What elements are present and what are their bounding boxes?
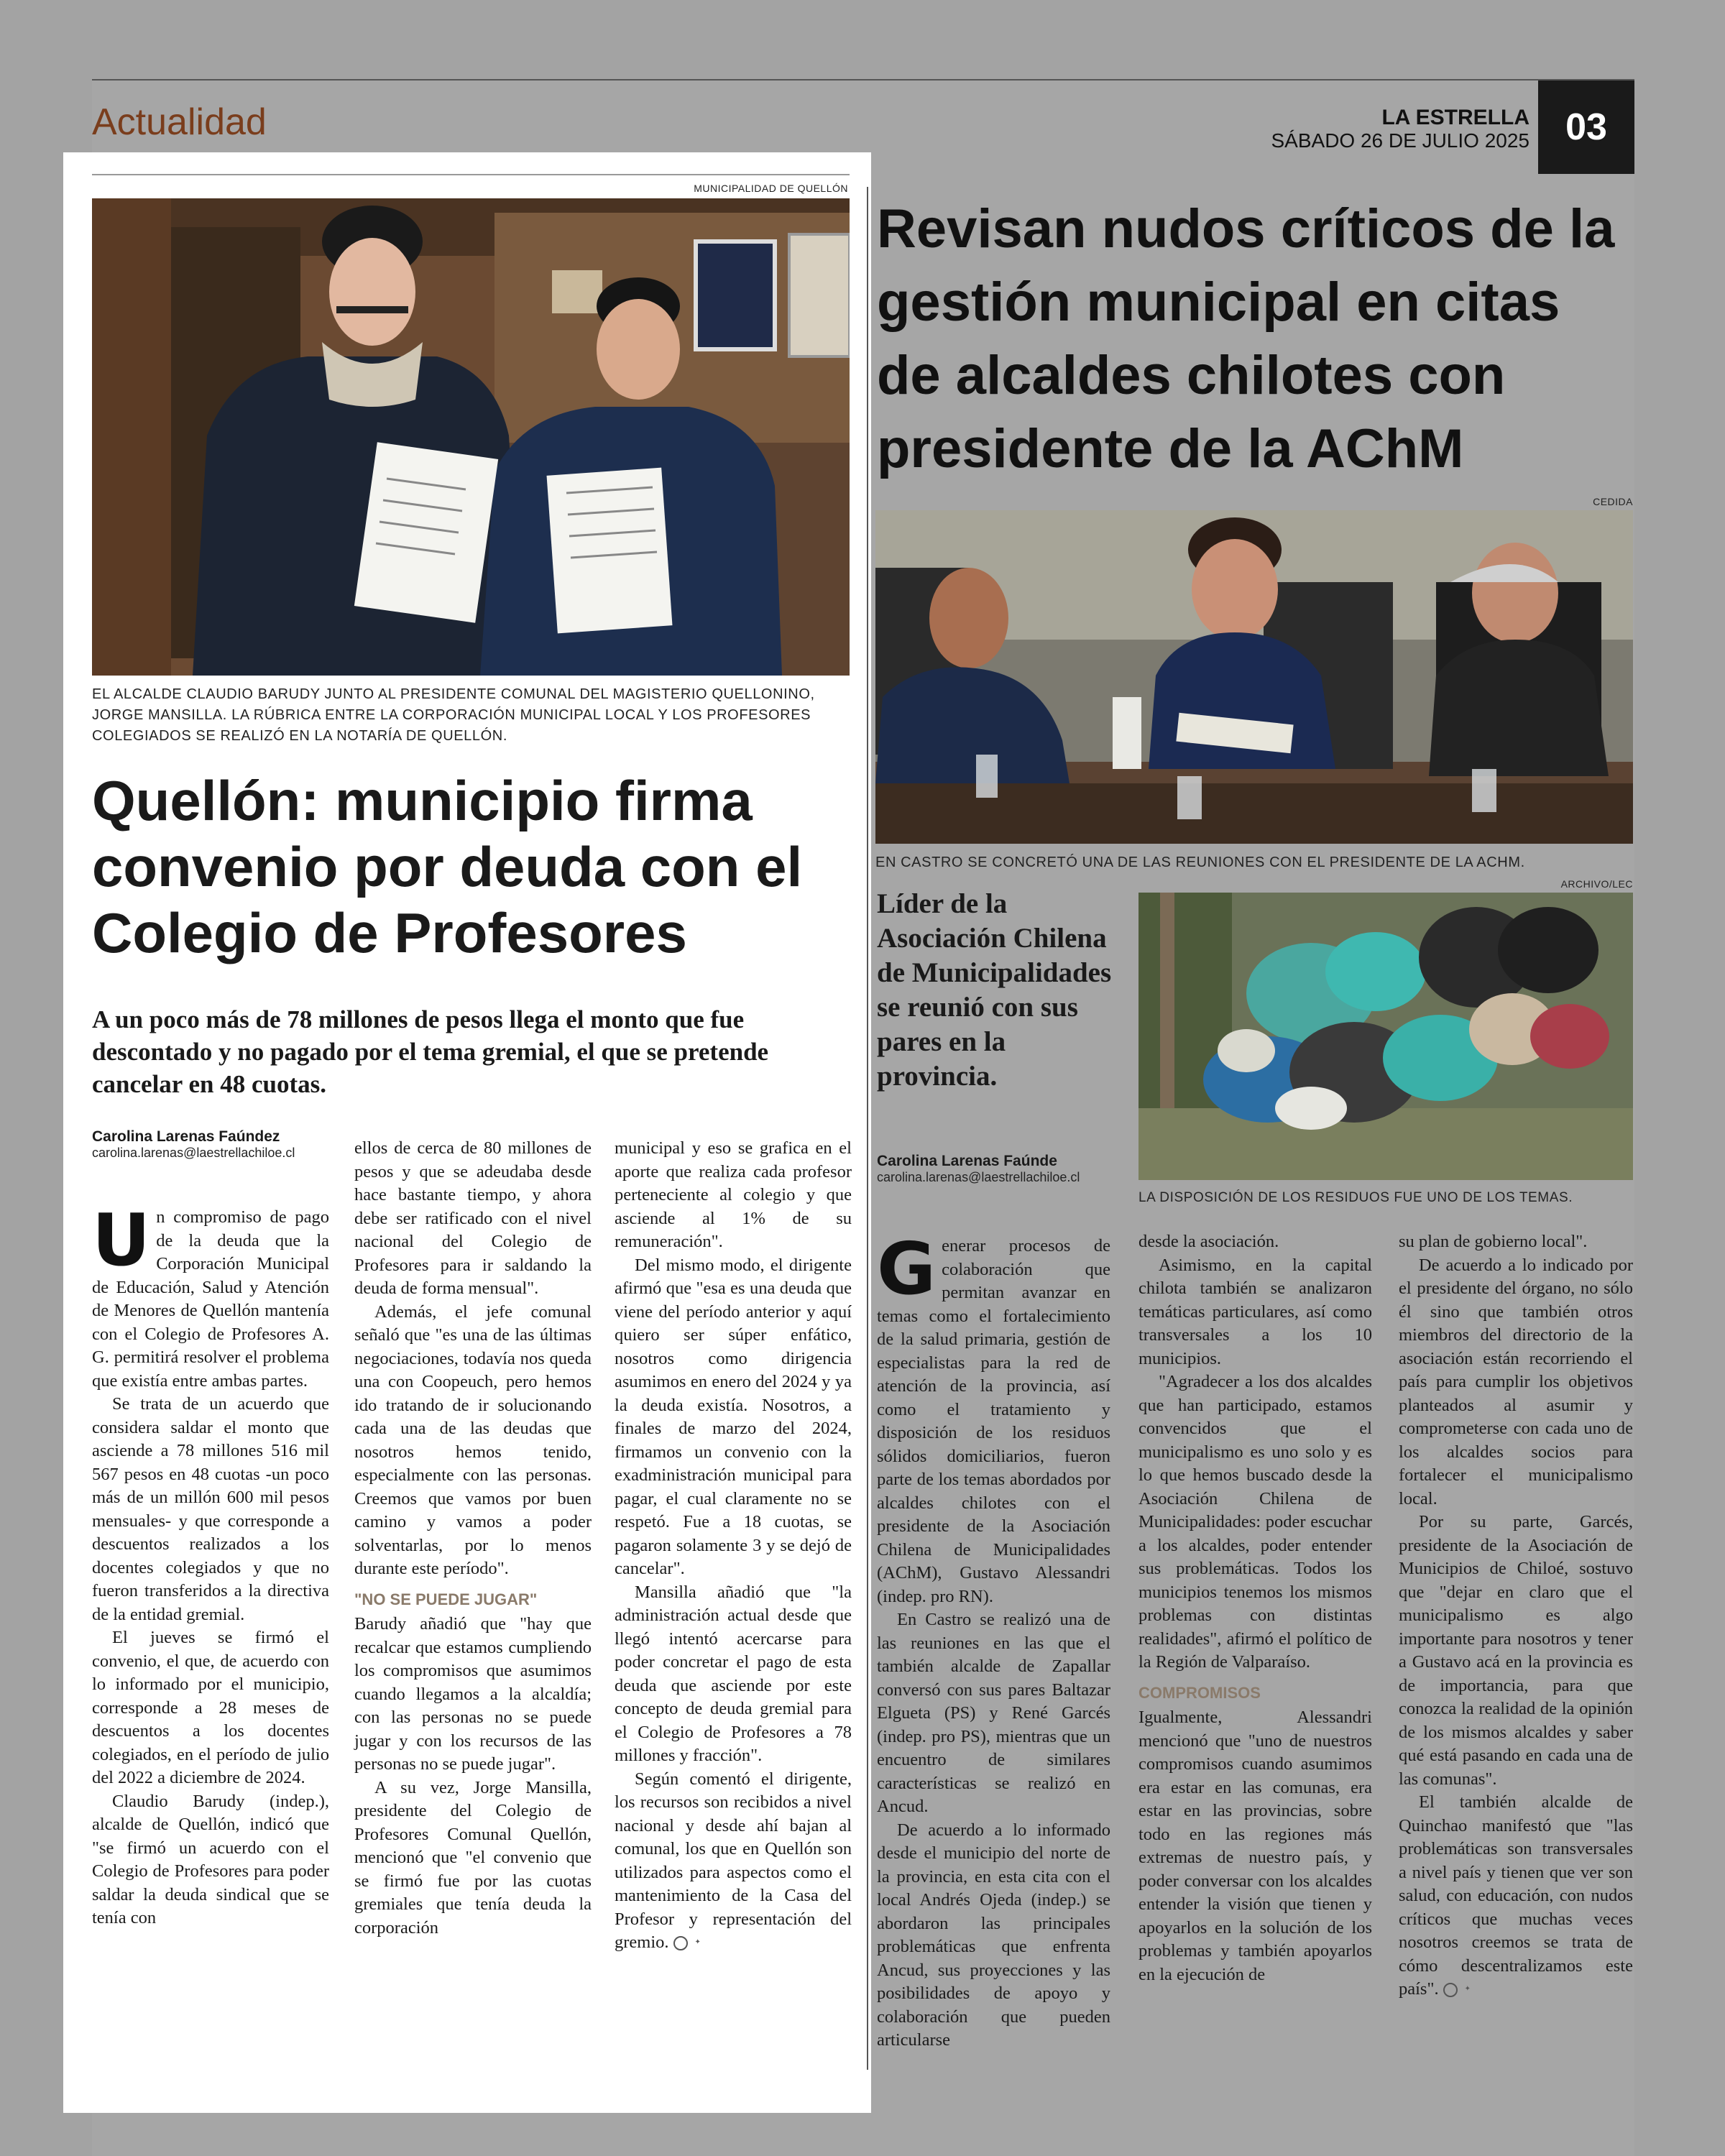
drop-cap: U — [92, 1198, 151, 1282]
paragraph: Mansilla añadió que "la administración actual desde que llegó intentó acercarse para poder concretar el pago de esta deuda que asciende por este concepto de deuda gremial para el Colegio de Profesores a 78 millones y fracción". — [615, 1582, 852, 1765]
paragraph: El jueves se firmó el convenio, el que, de acuerdo con lo informado por el municipio, corresponde a 28 meses de descuentos a los docentes colegiados, en el período de julio del 2022 a diciembre de 2024. — [92, 1628, 329, 1787]
paragraph: Además, el jefe comunal señaló que "es una de las últimas negociaciones, todavía nos queda una con Coopeuch, pero hemos ido tratando de ir solucionando cada una de las deudas que nosotros hemos tenido, especialmente con las personas. Creemos que vamos por buen camino y vamos a poder solventarlas, por lo menos durante este período". — [354, 1302, 592, 1578]
author-name: Carolina Larenas Faúndez — [92, 1128, 280, 1145]
paragraph: Un compromiso de pago de la deuda que la Corporación Municipal de Educación, Salud y Atención de Menores de Quellón mantenía con el Colegio de Profesores A. G. permitirá resolver el problema que existía entre ambas partes. — [92, 1198, 329, 1391]
header-rule — [92, 79, 1634, 80]
paper-name: LA ESTRELLA — [1381, 106, 1530, 129]
left-headline: Quellón: municipio firma convenio por deuda con el Colegio de Profesores — [92, 769, 803, 964]
paragraph: Generar procesos de colaboración que permitan avanzar en temas como el fortalecimiento de la salud primaria, gestión de especialistas para la red de atención de la provincia, así como el tratamiento y disposición de los residuos sólidos domiciliarios, fueron parte de los temas abordados por alcaldes chilotes con el presidente de la Asociación Chilena de Municipalidades (AChM), Gustavo Alessandri (indep. pro RN). — [877, 1227, 1110, 1606]
subheading: COMPROMISOS — [1138, 1683, 1261, 1702]
paragraph: Asimismo, en la capital chilota también se analizaron temáticas particulares, así como transversales a los 10 municipios. — [1138, 1255, 1372, 1368]
author-email: carolina.larenas@laestrellachiloe.cl — [92, 1146, 295, 1160]
left-column-3 — [615, 1137, 852, 1955]
end-mark-icon: ✦ — [673, 1936, 688, 1950]
author-email: carolina.larenas@laestrellachiloe.cl — [877, 1170, 1080, 1184]
subheading: "NO SE PUEDE JUGAR" — [354, 1590, 538, 1608]
paragraph: Igualmente, Alessandri mencionó que "uno de nuestros compromisos cuando asumimos era estar en las comunas, era estar en las provincias, sobre todo en las regiones más extremas de nuestro país, y poder conversar con los alcaldes entender la visión que tienen y apoyarlos en la solución de los problemas y también apoyarlos en la ejecución de — [1138, 1708, 1372, 1984]
photo-credit: CEDIDA — [1593, 496, 1633, 507]
right-byline — [877, 1153, 1121, 1185]
page-number: 03 — [1538, 80, 1634, 174]
photo-credit: ARCHIVO/LEC — [1560, 878, 1633, 890]
left-lead: A un poco más de 78 millones de pesos llega el monto que fue descontado y no pagado por el tema gremial, el que se pretende cancelar en 48 cuotas. — [92, 1005, 769, 1098]
article-photo-waste — [1138, 893, 1633, 1180]
paragraph: Según comentó el dirigente, los recursos son recibidos a nivel nacional y desde ahí bajan al comunal, los que en Quellón son utilizados para aspectos como el mantenimiento de la Casa del Profesor y representación del gremio. ✦ — [615, 1769, 852, 1952]
end-mark-icon: ✦ — [1443, 1983, 1458, 1997]
paragraph: Se trata de un acuerdo que considera saldar el monto que asciende a 78 millones 516 mil 567 pesos en 48 cuotas -un poco más de un millón 600 mil pesos mensuales- y que corresponde a descuentos realizados a los docentes colegiados y que no fueron transferidos a la directiva de la entidad gremial. — [92, 1394, 329, 1624]
paragraph: A su vez, Jorge Mansilla, presidente del Colegio de Profesores Comunal Quellón, mencionó que "el convenio que se firmó fue por las cuotas gremiales que tenía deuda la corporación — [354, 1777, 592, 1938]
photo-caption: EL ALCALDE CLAUDIO BARUDY JUNTO AL PRESIDENTE COMUNAL DEL MAGISTERIO QUELLONINO, JORGE MANSILLA. LA RÚBRICA ENTRE LA CORPORACIÓN MUNICIPAL LOCAL Y LOS PROFESORES COLEGIADOS SE REALIZÓ EN LA NOTARÍA DE QUELLÓN. — [92, 686, 815, 744]
paragraph: En Castro se realizó una de las reuniones en las que el también alcalde de Zapallar conversó con sus pares Baltazar Elgueta (PS) y René Garcés (indep. pro PS), mientras que un encuentro de similares características se realizó en Ancud. — [877, 1610, 1110, 1816]
drop-cap: G — [877, 1227, 937, 1311]
section-label: Actualidad — [92, 101, 267, 143]
paragraph: municipal y eso se grafica en el aporte que realiza cada profesor perteneciente al colegio y que asciende al 1% de su remuneración". — [615, 1138, 852, 1251]
right-column-1 — [877, 1227, 1110, 2053]
right-headline: Revisan nudos críticos de la gestión municipal en citas de alcaldes chilotes con presidente de la AChM — [877, 198, 1615, 479]
paragraph: Barudy añadió que "hay que recalcar que estamos cumpliendo los compromisos que asumimos cuando llegamos a la alcaldía; con las personas no se puede jugar y con los recursos de las personas no se puede jugar". — [354, 1614, 592, 1774]
paragraph: El también alcalde de Quinchao manifestó que "las problemáticas son transversales a nivel país y tienen que ver son salud, con educación, con nudos críticos que muchas veces nosotros creemos se trata de cómo descentralizamos este país". ✦ — [1399, 1792, 1633, 1999]
left-column-1 — [92, 1198, 329, 1930]
paragraph: Claudio Barudy (indep.), alcalde de Quellón, indicó que "se firmó un acuerdo con el Colegio de Profesores para poder saldar la deuda sindical que se tenía con — [92, 1791, 329, 1927]
paragraph: De acuerdo a lo informado desde el municipio del norte de la provincia, en esta cita con el local Andrés Ojeda (indep.) se abordaron las principales problemáticas que enfrenta Ancud, sus proyecciones y las posibilidades de apoyo y colaboración que pueden articularse — [877, 1820, 1110, 2050]
right-lead: Líder de la Asociación Chilena de Municipalidades se reunió con sus pares en la provincia. — [877, 888, 1112, 1092]
article-photo-signing — [92, 198, 850, 676]
paragraph: "Agradecer a los dos alcaldes que han participado, estamos convencidos que el municipalismo es uno solo y es lo que hemos buscado desde la Asociación Chilena de Municipalidades: poder escuchar a los alcaldes, poder entender sus problemáticas. Todos los municipios tenemos los mismos problemas con distintas realidades", afirmó el político de la Región de Valparaíso. — [1138, 1372, 1372, 1672]
photo-caption: EN CASTRO SE CONCRETÓ UNA DE LAS REUNIONES CON EL PRESIDENTE DE LA ACHM. — [875, 854, 1525, 870]
paragraph: Por su parte, Garcés, presidente de la Asociación de Municipios de Chiloé, sostuvo que "dejar en claro que el municipalismo es algo importante para nosotros y tener a Gustavo acá en la provincia es de importancia, para que conozca la realidad de la opinión de los mismos alcaldes y saber qué está pasando en cada una de las comunas". — [1399, 1512, 1633, 1789]
photo-caption: LA DISPOSICIÓN DE LOS RESIDUOS FUE UNO DE LOS TEMAS. — [1138, 1190, 1573, 1205]
paragraph: ellos de cerca de 80 millones de pesos y que se adeudaba desde hace bastante tiempo, y ahora debe ser ratificado con el nivel nacional del Colegio de Profesores para ir saldando la deuda de forma mensual". — [354, 1138, 592, 1298]
left-column-2 — [354, 1137, 592, 1940]
masthead — [1271, 106, 1530, 152]
right-column-3 — [1399, 1230, 1633, 2001]
issue-date: SÁBADO 26 DE JULIO 2025 — [1271, 129, 1530, 152]
photo-credit: MUNICIPALIDAD DE QUELLÓN — [694, 183, 848, 194]
author-name: Carolina Larenas Faúnde — [877, 1153, 1057, 1169]
paragraph: De acuerdo a lo indicado por el presidente del órgano, no sólo él sino que también otros miembros del directorio de la asociación están recorriendo el país para cumplir los objetivos planteados al asumir y comprometerse con cada uno de los alcaldes socios para fortalecer el municipalismo local. — [1399, 1255, 1633, 1508]
article-photo-meeting — [875, 510, 1633, 844]
paragraph: desde la asociación. — [1138, 1232, 1279, 1251]
paragraph: Del mismo modo, el dirigente afirmó que "esa es una deuda que viene del período anterior y aquí quiero ser súper enfático, nosotros como dirigencia asumimos en enero del 2024 y ya la deuda existía. Nosotros, a finales de marzo del 2024, firmamos un convenio con la exadministración municipal para pagar, el cual claramente no se respetó. Fue a 18 cuotas, se pagaron solamente 3 y se dejó de cancelar". — [615, 1255, 852, 1578]
right-column-2 — [1138, 1230, 1372, 1986]
left-byline — [92, 1128, 336, 1161]
column-divider — [867, 187, 868, 2070]
paragraph: su plan de gobierno local". — [1399, 1232, 1588, 1251]
left-panel-rule — [92, 174, 850, 175]
